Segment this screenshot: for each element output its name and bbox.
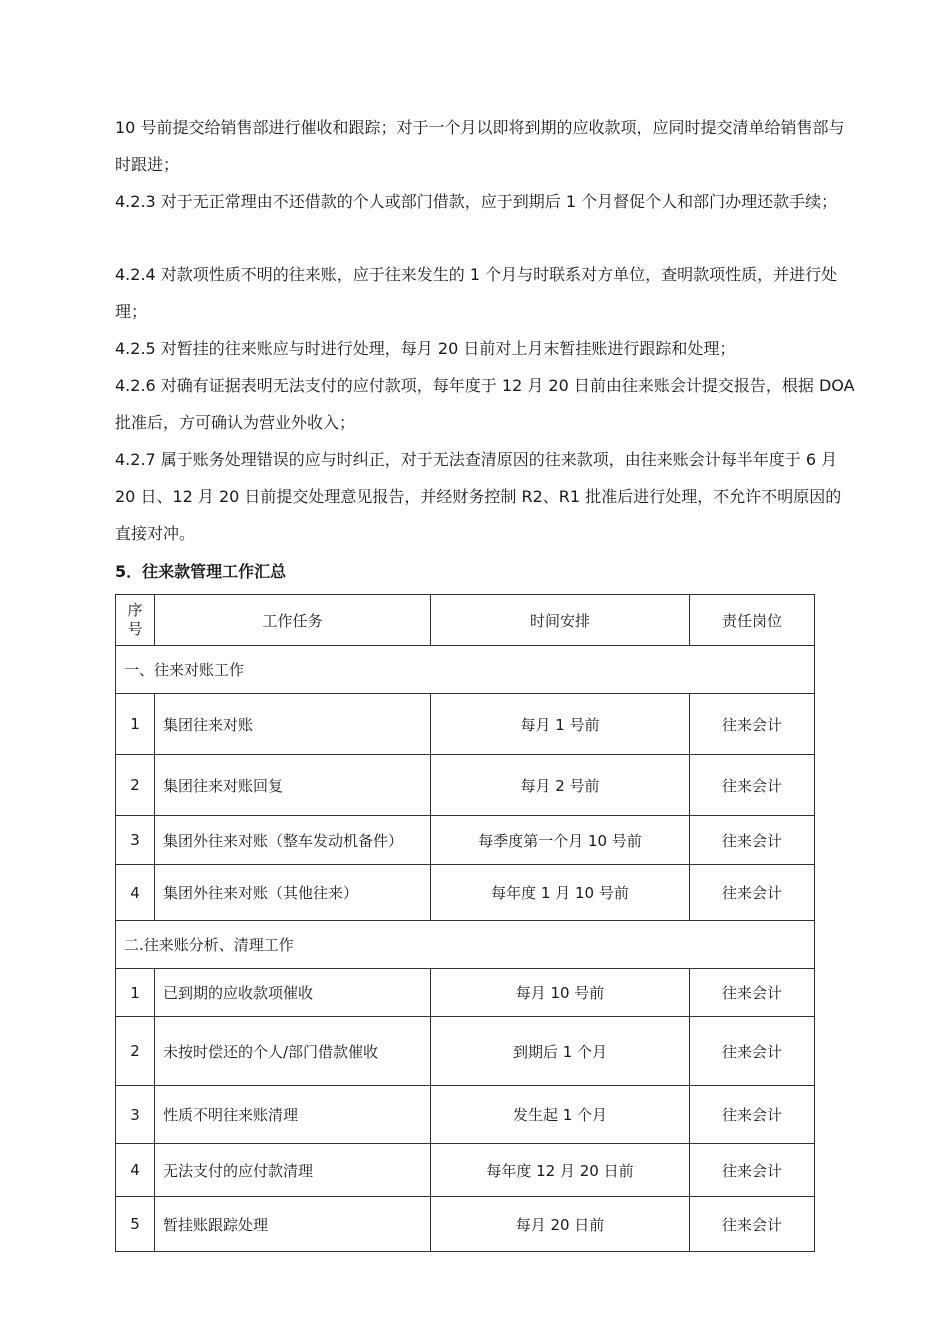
row-role: 往来会计 (690, 1086, 815, 1144)
table-row (116, 969, 815, 1017)
row-index: 3 (116, 816, 155, 865)
row-role: 往来会计 (690, 755, 815, 816)
row-role: 往来会计 (690, 1197, 815, 1252)
table-row (116, 1197, 815, 1252)
row-role: 往来会计 (690, 969, 815, 1017)
row-index: 1 (116, 694, 155, 755)
row-task: 集团外往来对账（整车发动机备件） (155, 816, 431, 865)
row-index: 4 (116, 865, 155, 921)
header-role: 责任岗位 (690, 595, 815, 646)
row-index: 2 (116, 1017, 155, 1086)
row-index: 4 (116, 1144, 155, 1197)
row-index: 5 (116, 1197, 155, 1252)
header-task: 工作任务 (155, 595, 431, 646)
table-row (116, 865, 815, 921)
row-role: 往来会计 (690, 865, 815, 921)
row-task: 性质不明往来账清理 (155, 1086, 431, 1144)
row-index: 2 (116, 755, 155, 816)
section-heading: 5．往来款管理工作汇总 (115, 562, 287, 581)
row-time: 每年度 12 月 20 日前 (431, 1144, 690, 1197)
row-time: 每年度 1 月 10 号前 (431, 865, 690, 921)
row-task: 集团外往来对账（其他往来） (155, 865, 431, 921)
row-time: 每月 1 号前 (431, 694, 690, 755)
table-row (116, 694, 815, 755)
table-row (116, 1086, 815, 1144)
paragraph-4-2-5: 4.2.5 对暂挂的往来账应与时进行处理，每月 20 日前对上月末暂挂账进行跟踪和处理； (115, 339, 736, 358)
table-row (116, 1144, 815, 1197)
row-time: 每月 20 日前 (431, 1197, 690, 1252)
row-time: 每季度第一个月 10 号前 (431, 816, 690, 865)
paragraph-4-2-6: 4.2.6 对确有证据表明无法支付的应付款项，每年度于 12 月 20 日前由往来账会计提交报告，根据 DOA 批准后，方可确认为营业外收入； (115, 376, 855, 432)
table-row (116, 1017, 815, 1086)
table-row (116, 816, 815, 865)
row-task: 集团往来对账 (155, 694, 431, 755)
header-index: 序 号 (116, 595, 155, 646)
row-time: 发生起 1 个月 (431, 1086, 690, 1144)
row-time: 到期后 1 个月 (431, 1017, 690, 1086)
row-task: 已到期的应收款项催收 (155, 969, 431, 1017)
section-row (116, 921, 815, 969)
row-task: 无法支付的应付款清理 (155, 1144, 431, 1197)
table-row (116, 755, 815, 816)
section-title-reconciliation: 一、往来对账工作 (116, 646, 815, 694)
section-title-analysis: 二.往来账分析、清理工作 (116, 921, 815, 969)
row-task: 暂挂账跟踪处理 (155, 1197, 431, 1252)
row-task: 集团往来对账回复 (155, 755, 431, 816)
paragraph-4-2-4: 4.2.4 对款项性质不明的往来账，应于往来发生的 1 个月与时联系对方单位，查明款项性质，并进行处理； (115, 265, 838, 321)
row-role: 往来会计 (690, 1017, 815, 1086)
row-time: 每月 10 号前 (431, 969, 690, 1017)
row-task: 未按时偿还的个人/部门借款催收 (155, 1017, 431, 1086)
row-role: 往来会计 (690, 816, 815, 865)
row-index: 1 (116, 969, 155, 1017)
row-time: 每月 2 号前 (431, 755, 690, 816)
table-header-row (116, 595, 815, 646)
section-row (116, 646, 815, 694)
header-time: 时间安排 (431, 595, 690, 646)
summary-table (115, 594, 815, 1252)
row-index: 3 (116, 1086, 155, 1144)
paragraph-4-2-3: 4.2.3 对于无正常理由不还借款的个人或部门借款，应于到期后 1 个月督促个人和部门办理还款手续； (115, 192, 838, 211)
paragraph-receivables-followup: 10 号前提交给销售部进行催收和跟踪；对于一个月以即将到期的应收款项，应同时提交清单给销售部与时跟进； (115, 118, 845, 174)
row-role: 往来会计 (690, 694, 815, 755)
row-role: 往来会计 (690, 1144, 815, 1197)
paragraph-4-2-7: 4.2.7 属于账务处理错误的应与时纠正，对于无法查清原因的往来款项，由往来账会计每半年度于 6 月 20 日、12 月 20 日前提交处理意见报告，并经财务控制 R2、R1 批准后进行处理，不允许不明原因的直接对冲。 (115, 450, 842, 543)
